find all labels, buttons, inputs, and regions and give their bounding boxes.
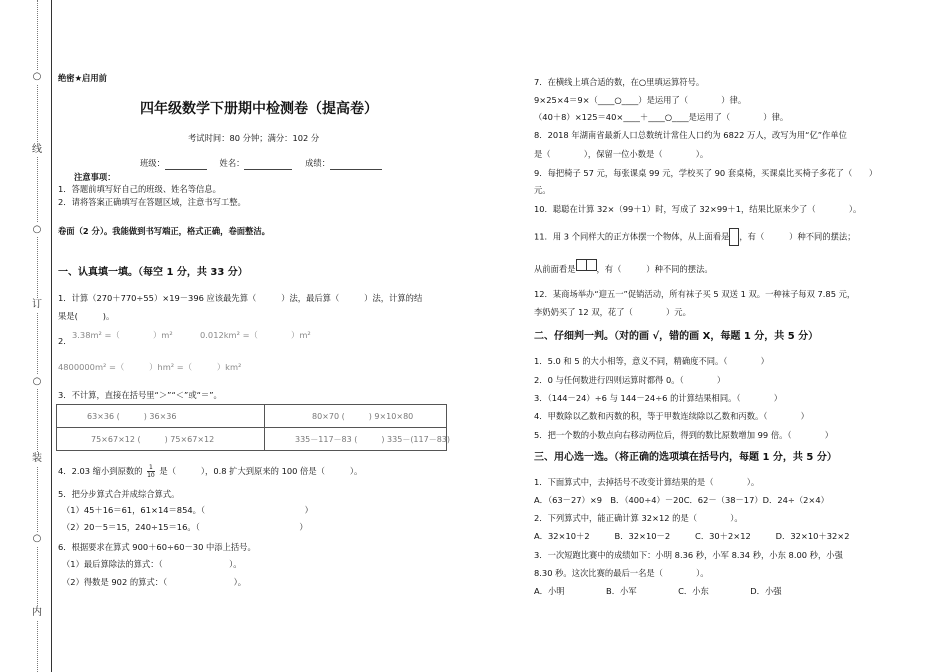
section-3-title: 三、用心选一选。（将正确的选项填在括号内，每题 1 分，共 5 分）	[534, 452, 837, 463]
binding-mark: ○	[30, 532, 44, 546]
score-label: 成绩：	[305, 158, 330, 168]
question-1-cont: 果是( )。	[58, 311, 115, 321]
question-2-number: 2．	[58, 336, 72, 346]
notice-item: 1．答题前填写好自己的班级、姓名等信息。	[58, 184, 221, 194]
question-4-text: 是（ ），0.8 扩大到原来的 100 倍是（ ）。	[159, 466, 363, 476]
table-cell[interactable]: 75×67×12 ( ) 75×67×12	[91, 435, 215, 444]
question-10: 10．聪聪在计算 32×（99＋1）时，写成了 32×99＋1，结果比原来少了（ ）。	[534, 204, 862, 214]
question-8-cont: 是（ ），保留一位小数是（ ）。	[534, 149, 709, 159]
page-title: 四年级数学下册期中检测卷（提高卷）	[140, 101, 378, 117]
question-6-part-1: （1）最后算除法的算式：（ ）。	[62, 559, 242, 569]
question-7-part-1: 9×25×4＝9×（____○____）是运用了（ ）律。	[534, 95, 747, 105]
question-6: 6．根据要求在算式 900＋60÷60－30 中添上括号。	[58, 542, 256, 552]
binding-mark: 订	[32, 299, 42, 310]
fraction	[147, 464, 155, 479]
question-11	[534, 228, 856, 246]
section-1-title: 一、认真填一填。（每空 1 分，共 33 分）	[58, 267, 248, 278]
question-12: 12．某商场举办“迎五一”促销活动，所有袜子买 5 双送 1 双。一种袜子每双 7.85 元，	[534, 289, 856, 299]
choice-options: A．32×10＋2 B．32×10－2 C．30＋2×12 D．32×10＋32×2	[534, 531, 850, 541]
class-field[interactable]	[165, 158, 207, 170]
question-2-part-c: 4800000m² =（ ）hm² =（ ）km²	[58, 362, 242, 372]
question-11-text: 从前面看是	[534, 264, 576, 274]
question-5-part-2: （2）20－5＝15，240÷15＝16。（ ）	[62, 522, 308, 532]
notice-item: 2．请将答案正确填写在答题区域，注意书写工整。	[58, 197, 246, 207]
table-cell[interactable]: 80×70 ( ) 9×10×80	[312, 412, 414, 421]
judge-item: 4．甲数除以乙数和丙数的积，等于甲数连续除以乙数和丙数。（ ）	[534, 411, 809, 421]
binding-mark: 线	[32, 144, 42, 155]
question-11-text: ，有（ ）种不同的摆法。	[596, 264, 713, 274]
choice-question: 3．一次短跑比赛中的成绩如下：小明 8.36 秒，小军 8.34 秒，小东 8.00 秒，小强	[534, 550, 843, 560]
choice-options: A．小明 B．小军 C．小东 D．小强	[534, 586, 782, 596]
question-11-text: ，有（ ）种不同的摆法；	[739, 231, 856, 242]
question-5: 5．把分步算式合并成综合算式。	[58, 489, 180, 499]
judge-item: 1．5.0 和 5 的大小相等，意义不同，精确度不同。（ ）	[534, 356, 769, 366]
question-12-cont: 李奶奶买了 12 双，花了（ ）元。	[534, 307, 691, 317]
question-5-part-1: （1）45＋16＝61，61×14＝854。（ ）	[62, 505, 313, 515]
question-7: 7．在横线上填合适的数，在○里填运算符号。	[534, 77, 705, 87]
question-9-cont: 元。	[534, 185, 551, 195]
front-view-square	[576, 259, 587, 271]
judge-item: 5．把一个数的小数点向右移动两位后，得到的数比原数增加 99 倍。（ ）	[534, 430, 834, 440]
notice-title: 注意事项：	[74, 172, 116, 182]
binding-rule	[51, 0, 52, 672]
choice-question-cont: 8.30 秒。这次比赛的最后一名是（ ）。	[534, 568, 709, 578]
binding-mark: 装	[32, 453, 42, 464]
table-cell[interactable]: 63×36 ( ) 36×36	[87, 412, 177, 421]
neatness-note: 卷面（2 分）。我能做到书写端正，格式正确，卷面整洁。	[58, 226, 270, 236]
fraction-denominator: 10	[147, 472, 155, 479]
binding-mark: ○	[30, 70, 44, 84]
comparison-table	[56, 404, 451, 451]
binding-mark: ○	[30, 375, 44, 389]
binding-mark: ○	[30, 223, 44, 237]
class-label: 班级：	[140, 158, 165, 168]
question-2-part-b: 0.012km² =（ ）m²	[200, 330, 311, 340]
exam-info: 考试时间：80 分钟；满分：102 分	[188, 133, 320, 143]
question-11-text: 11．用 3 个同样大的正方体摆一个物体，从上面看是	[534, 231, 730, 242]
fraction-numerator: 1	[149, 464, 153, 471]
choice-question: 1．下面算式中，去掉括号不改变计算结果的是（ ）。	[534, 477, 760, 487]
question-6-part-2: （2）得数是 902 的算式：（ ）。	[62, 577, 247, 587]
section-2-title: 二、仔细判一判。（对的画 √，错的画 X，每题 1 分，共 5 分）	[534, 331, 819, 342]
question-1: 1．计算（270＋770÷55）×19－396 应该最先算（ ）法，最后算（ ）法，计算的结	[58, 293, 423, 303]
judge-item: 3．（144－24）÷6 与 144－24÷6 的计算结果相同。（ ）	[534, 393, 783, 403]
question-9: 9．每把椅子 57 元，每张课桌 99 元，学校买了 90 套桌椅，买课桌比买椅子多花了（ ）	[534, 168, 878, 178]
top-view-diagram	[729, 228, 739, 246]
score-field[interactable]	[330, 158, 382, 170]
dotted-cut-line	[37, 0, 38, 672]
table-cell[interactable]: 335－117－83 ( ) 335－(117－83)	[295, 435, 451, 444]
question-7-part-2: （40＋8）×125＝40×____＋____○____是运用了（ ）律。	[534, 112, 789, 122]
binding-mark: 内	[32, 607, 42, 618]
question-11-cont	[534, 264, 713, 275]
student-info-row	[140, 158, 382, 170]
choice-options: A．（63－27）×9 B．（400÷4）－20C．62－（38－17）D．24÷（2×4）	[534, 495, 829, 505]
secret-label: 绝密★启用前	[58, 73, 107, 83]
question-2-part-a: 3.38m² =（ ）m²	[72, 330, 173, 340]
question-3: 3．不计算，直接在括号里“＞”“＜”或“＝”。	[58, 390, 222, 400]
judge-item: 2．0 与任何数进行四则运算时都得 0。（ ）	[534, 375, 726, 385]
question-4	[58, 464, 362, 479]
binding-margin	[0, 0, 52, 672]
name-field[interactable]	[244, 158, 292, 170]
choice-question: 2．下列算式中，能正确计算 32×12 的是（ ）。	[534, 513, 743, 523]
name-label: 姓名：	[219, 158, 245, 168]
question-8: 8．2018 年湖南省最新人口总数统计常住人口约为 6822 万人，改写为用“亿”作单位	[534, 130, 847, 140]
front-view-square	[587, 259, 597, 271]
question-4-text: 4．2.03 缩小到原数的	[58, 466, 143, 476]
